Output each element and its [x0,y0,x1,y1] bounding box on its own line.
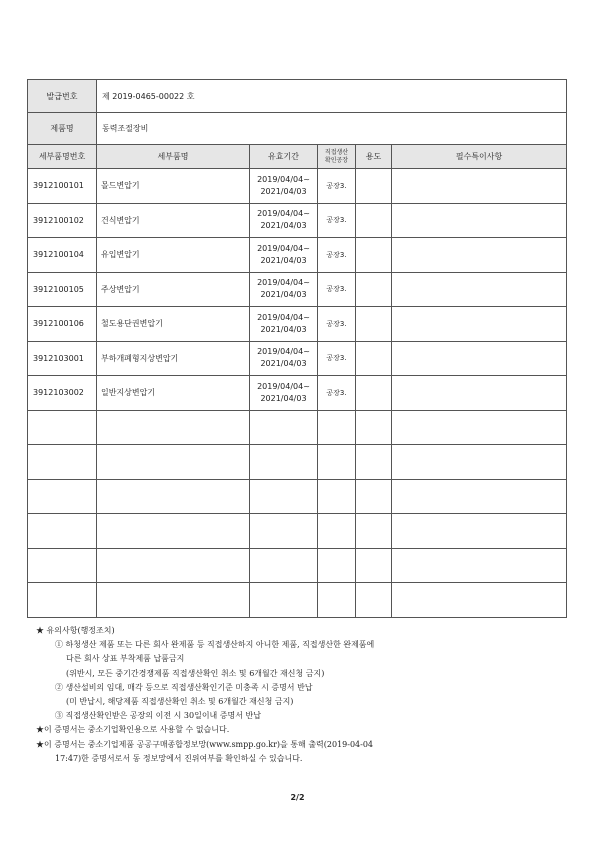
col-header-usage: 용도 [356,145,392,169]
row-facility: 공장3. [318,307,356,342]
notice-item-1: ① 하청생산 제품 또는 다른 회사 완제품 등 직접생산하지 아니한 제품, 직접생산한 완제품에 [55,640,375,650]
table-row [28,169,567,204]
row-code: 3912100104 [28,238,97,273]
notice-item-1-cont: 다른 회사 상표 부착제품 납품금지 [66,654,185,664]
table-row [28,203,567,238]
row-notes [392,376,567,411]
row-usage [356,238,392,273]
row-facility: 공장3. [318,376,356,411]
table-row [28,272,567,307]
row-notes [392,203,567,238]
row-facility: 공장3. [318,203,356,238]
row-code: 3912100106 [28,307,97,342]
row-notes [392,341,567,376]
col-header-code: 세부품명번호 [28,145,97,169]
notice-item-2-penalty: (미 반납시, 해당제품 직접생산확인 취소 및 6개월간 재신청 금지) [66,697,294,707]
col-header-period: 유효기간 [250,145,318,169]
product-table [27,79,567,618]
col-header-notes: 필수특이사항 [392,145,567,169]
row-code: 3912103001 [28,341,97,376]
row-code: 3912100102 [28,203,97,238]
empty-row [28,514,567,549]
row-facility: 공장3. [318,169,356,204]
notice-verification-cont: 17:47)한 증명서로서 동 정보망에서 진위여부를 확인하실 수 있습니다. [55,753,303,763]
row-usage [356,341,392,376]
row-name: 철도용단권변압기 [97,307,250,342]
table-row [28,307,567,342]
product-name-label: 제품명 [28,113,97,145]
cert-number-label: 발급번호 [28,80,97,113]
row-notes [392,238,567,273]
row-period: 2019/04/04~ 2021/04/03 [250,272,318,307]
row-period: 2019/04/04~ 2021/04/03 [250,169,318,204]
row-usage [356,307,392,342]
row-name: 유입변압기 [97,238,250,273]
notice-verification: ★이 증명서는 중소기업제품 공공구매종합정보망(www.smpp.go.kr)을 통해 출력(2019-04-04 [36,739,374,749]
row-period: 2019/04/04~ 2021/04/03 [250,238,318,273]
cert-number-value: 제 2019-0465-00022 호 [97,80,567,113]
page-number: 2/2 [290,793,305,802]
row-notes [392,272,567,307]
table-row [28,376,567,411]
row-code: 3912103002 [28,376,97,411]
notice-usage-restriction: ★이 증명서는 중소기업확인용으로 사용할 수 없습니다. [36,725,230,735]
row-facility: 공장3. [318,238,356,273]
row-usage [356,272,392,307]
product-name-value: 동력조절장비 [97,113,567,145]
row-name: 건식변압기 [97,203,250,238]
row-name: 일반지상변압기 [97,376,250,411]
row-code: 3912100101 [28,169,97,204]
row-code: 3912100105 [28,272,97,307]
row-usage [356,376,392,411]
empty-row [28,445,567,480]
row-notes [392,169,567,204]
row-usage [356,203,392,238]
row-notes [392,307,567,342]
row-usage [356,169,392,204]
row-period: 2019/04/04~ 2021/04/03 [250,203,318,238]
col-header-name: 세부품명 [97,145,250,169]
notice-section [36,624,572,766]
row-name: 주상변압기 [97,272,250,307]
notice-item-2: ② 생산설비의 임대, 매각 등으로 직접생산확인기준 미충족 시 증명서 반납 [55,682,313,692]
row-period: 2019/04/04~ 2021/04/03 [250,376,318,411]
row-name: 몰드변압기 [97,169,250,204]
table-row [28,341,567,376]
empty-row [28,410,567,445]
row-period: 2019/04/04~ 2021/04/03 [250,307,318,342]
notice-title: ★ 유의사항(행정조치) [36,626,115,635]
col-header-facility: 직접생산 확인공장 [318,145,356,169]
table-header-row [28,145,567,169]
table-row [28,238,567,273]
row-facility: 공장3. [318,272,356,307]
row-facility: 공장3. [318,341,356,376]
row-period: 2019/04/04~ 2021/04/03 [250,341,318,376]
row-name: 부하개폐형지상변압기 [97,341,250,376]
empty-row [28,583,567,618]
empty-row [28,548,567,583]
notice-item-1-penalty: (위반시, 모든 중기간경쟁제품 직접생산확인 취소 및 6개월간 재신청 금지) [66,668,325,678]
notice-item-3: ③ 직접생산확인받은 공장의 이전 시 30일이내 증명서 반납 [55,711,261,721]
empty-row [28,479,567,514]
